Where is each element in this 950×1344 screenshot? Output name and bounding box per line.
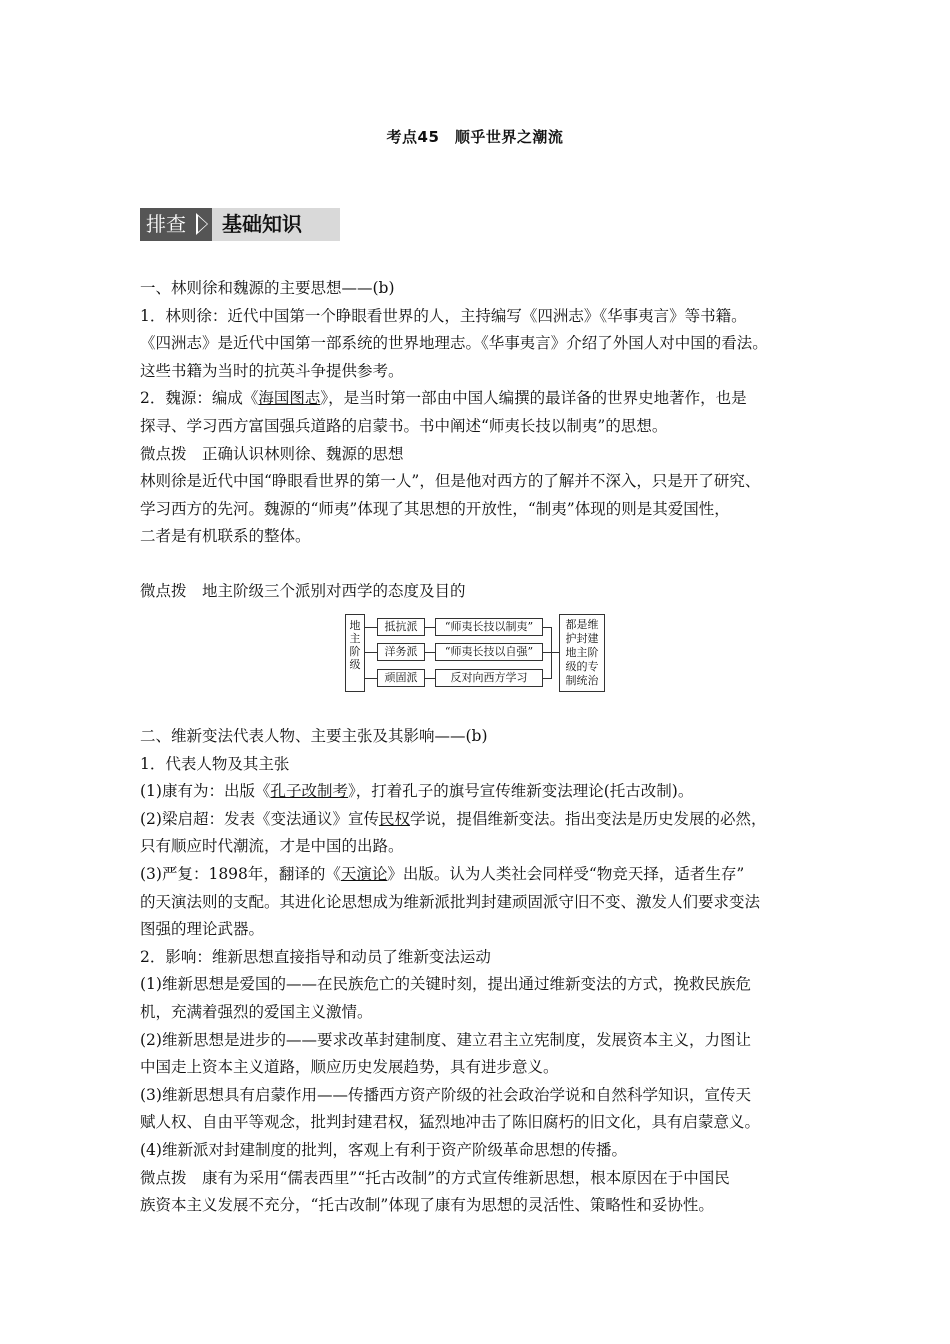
part2-heading: 二、维新变法代表人物、主要主张及其影响——(b) (140, 727, 488, 745)
attitude-diehard: 反对向西方学习 (435, 669, 543, 687)
connector (365, 652, 377, 653)
landlord-factions-diagram (345, 612, 605, 694)
faction-resist: 抵抗派 (377, 618, 425, 636)
part1-line: 这些书籍为当时的抗英斗争提供参考。 (140, 361, 404, 380)
banner-arrow-inner-icon (198, 216, 207, 232)
connector (551, 652, 559, 653)
attitude-westernization: “师夷长技以自强” (435, 643, 543, 661)
weiyuan-line (140, 385, 830, 413)
right-line: 护封建 (565, 632, 599, 645)
section-tag: 排查 (140, 208, 212, 241)
yan-pre: (3)严复：1898年，翻译的《 (140, 864, 341, 883)
connector (543, 627, 551, 628)
connector (425, 652, 435, 653)
tip-line: 林则徐是近代中国“睁眼看世界的第一人”，但是他对西方的了解并不深入，只是开了研究、 (140, 472, 761, 491)
part1-line: 《四洲志》是近代中国第一部系统的世界地理志。《华事夷言》介绍了外国人对中国的看法。 (140, 334, 768, 353)
connector (425, 627, 435, 628)
influence-line: (1)维新思想是爱国的——在民族危亡的关键时刻，提出通过维新变法的方式，挽救民族危 (140, 975, 751, 994)
page-title: 考点45 顺乎世界之潮流 (386, 128, 564, 146)
diagram-left-box (345, 614, 365, 692)
influence-line: 中国走上资本主义道路，顺应历史发展趋势，具有进步意义。 (140, 1058, 559, 1077)
connector (425, 678, 435, 679)
tip2 (140, 578, 830, 606)
right-line: 级的专 (565, 660, 599, 673)
yan-line2: 的天演法则的支配。其进化论思想成为维新派批判封建顽固派守旧不变、激发人们要求变法 (140, 892, 761, 911)
right-line: 地主阶 (565, 646, 599, 659)
book-haiguotuzhi: 海国图志 (258, 389, 321, 408)
connector-vertical (551, 627, 552, 679)
influence-line: 机，充满着强烈的爱国主义激情。 (140, 1002, 373, 1021)
liang-line2: 只有顺应时代潮流，才是中国的出路。 (140, 837, 404, 856)
part2-sub2: 2．影响：维新思想直接指导和动员了维新变法运动 (140, 947, 491, 966)
yan-line3: 图强的理论武器。 (140, 920, 265, 939)
book-tianyanlun: 天演论 (340, 864, 388, 883)
connector (365, 627, 377, 628)
part1-line: 1．林则徐：近代中国第一个睁眼看世界的人，主持编写《四洲志》《华事夷言》等书籍。 (140, 306, 747, 325)
section-label: 基础知识 (222, 212, 302, 236)
influence-line: (3)维新思想具有启蒙作用——传播西方资产阶级的社会政治学说和自然科学知识，宣传天 (140, 1085, 751, 1104)
tip-line: 二者是有机联系的整体。 (140, 527, 311, 546)
part2-text (140, 723, 830, 1220)
tip-line: 学习西方的先河。魏源的“师夷”体现了其思想的开放性，“制夷”体现的则是其爱国性， (140, 499, 730, 518)
weiyuan-pre: 2．魏源：编成《 (140, 389, 259, 408)
tip-line: 微点拨 康有为采用“儒表西里”“托古改制”的方式宣传维新思想，根本原因在于中国民 (140, 1168, 730, 1187)
liang-post: 学说，提倡维新变法。指出变法是历史发展的必然， (409, 809, 767, 828)
left-char: 级 (349, 658, 361, 671)
connector (543, 652, 551, 653)
kang-post: 》，打着孔子的旗号宣传维新变法理论(托古改制)。 (347, 782, 694, 801)
influence-line: (2)维新思想是进步的——要求改革封建制度、建立君主立宪制度，发展资本主义，力图让 (140, 1030, 751, 1049)
left-char: 地 (349, 619, 361, 632)
weiyuan-line2: 探寻、学习西方富国强兵道路的启蒙书。书中阐述“师夷长技以制夷”的思想。 (140, 416, 668, 435)
connector (543, 678, 551, 679)
key-minquan: 民权 (378, 809, 410, 828)
section-banner (140, 208, 340, 241)
connector (365, 678, 377, 679)
influence-line: 赋人权、自由平等观念，批判封建君权，猛烈地冲击了陈旧腐朽的旧文化，具有启蒙意义。 (140, 1113, 761, 1132)
left-char: 主 (349, 632, 361, 645)
yan-line (140, 861, 830, 889)
liang-pre: (2)梁启超：发表《变法通议》宣传 (140, 809, 379, 828)
tip-line: 族资本主义发展不充分，“托古改制”体现了康有为思想的灵活性、策略性和妥协性。 (140, 1196, 714, 1215)
left-char: 阶 (349, 645, 361, 658)
right-line: 都是维 (565, 618, 599, 631)
faction-diehard: 顽固派 (377, 669, 425, 687)
weiyuan-post: 》，是当时第一部由中国人编撰的最详备的世界史地著作，也是 (320, 389, 747, 408)
faction-westernization: 洋务派 (377, 643, 425, 661)
right-line: 制统治 (565, 674, 599, 687)
tip-title: 微点拨 正确认识林则徐、魏源的思想 (140, 444, 404, 463)
part1-heading: 一、林则徐和魏源的主要思想——(b) (140, 279, 395, 297)
tip2-title: 微点拨 地主阶级三个派别对西学的态度及目的 (140, 582, 466, 600)
kang-pre: (1)康有为：出版《 (140, 782, 271, 801)
kang-line (140, 778, 830, 806)
book-kongzigaizhikao: 孔子改制考 (270, 782, 348, 801)
influence-line: (4)维新派对封建制度的批判，客观上有利于资产阶级革命思想的传播。 (140, 1140, 627, 1159)
part1-text (140, 275, 830, 551)
diagram-right-box (559, 614, 605, 692)
part2-sub1: 1．代表人物及其主张 (140, 754, 290, 773)
liang-line (140, 806, 830, 834)
yan-post: 》出版。认为人类社会同样受“物竞天择，适者生存” (387, 864, 745, 883)
attitude-resist: “师夷长技以制夷” (435, 618, 543, 636)
